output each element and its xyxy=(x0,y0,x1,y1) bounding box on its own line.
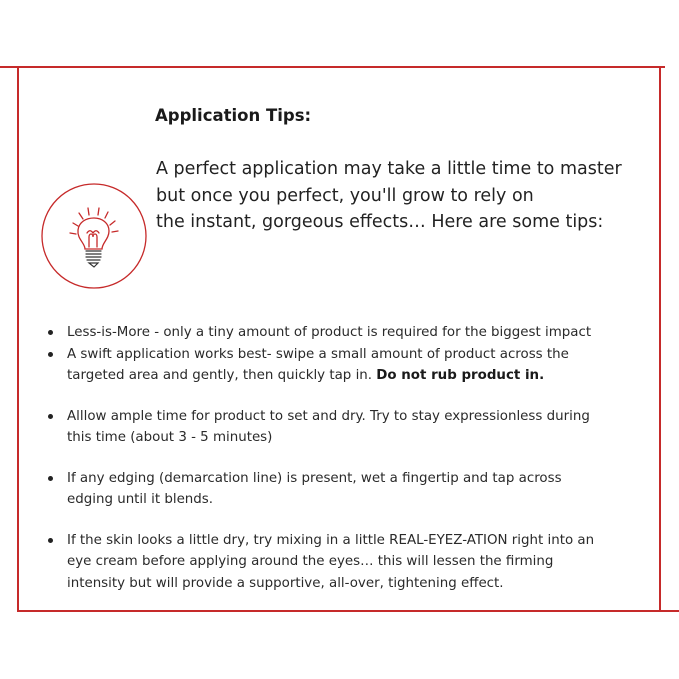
intro-line: A perfect application may take a little time to master xyxy=(156,159,622,179)
list-item xyxy=(36,344,648,387)
tip-line: this time (about 3 - 5 minutes) xyxy=(67,430,273,445)
tip-text: targeted area and gently, then quickly tap in. xyxy=(67,368,377,383)
intro-line: the instant, gorgeous effects… Here are some tips: xyxy=(156,212,604,232)
list-item xyxy=(36,406,648,449)
lightbulb-icon xyxy=(41,183,147,289)
tip-warning: Do not rub product in. xyxy=(376,368,545,383)
tips-list xyxy=(36,322,648,594)
intro-text xyxy=(156,156,651,236)
list-item xyxy=(36,530,648,595)
tip-line: edging until it blends. xyxy=(67,492,214,507)
list-item xyxy=(36,322,648,344)
list-item xyxy=(36,468,648,511)
tip-line xyxy=(67,365,648,387)
tip-line: Less-is-More - only a tiny amount of product is required for the biggest impact xyxy=(67,325,592,340)
frame-bottom-border xyxy=(17,610,679,612)
tip-line: If any edging (demarcation line) is present, wet a fingertip and tap across xyxy=(67,470,562,486)
tip-line: If the skin looks a little dry, try mixing in a little REAL-EYEZ-ATION right into an xyxy=(67,532,595,548)
tip-line: A swift application works best- swipe a small amount of product across the xyxy=(67,346,569,362)
frame-right-border xyxy=(659,66,661,612)
tip-line: eye cream before applying around the eyes… this will lessen the firming xyxy=(67,554,554,569)
frame-top-border xyxy=(0,66,665,68)
frame-left-border xyxy=(17,66,19,612)
intro-line: but once you perfect, you'll grow to rely on xyxy=(156,185,534,206)
tip-line: intensity but will provide a supportive, all-over, tightening effect. xyxy=(67,575,504,591)
page-title: Application Tips: xyxy=(155,106,312,125)
tip-line: Alllow ample time for product to set and dry. Try to stay expressionless during xyxy=(67,408,590,424)
